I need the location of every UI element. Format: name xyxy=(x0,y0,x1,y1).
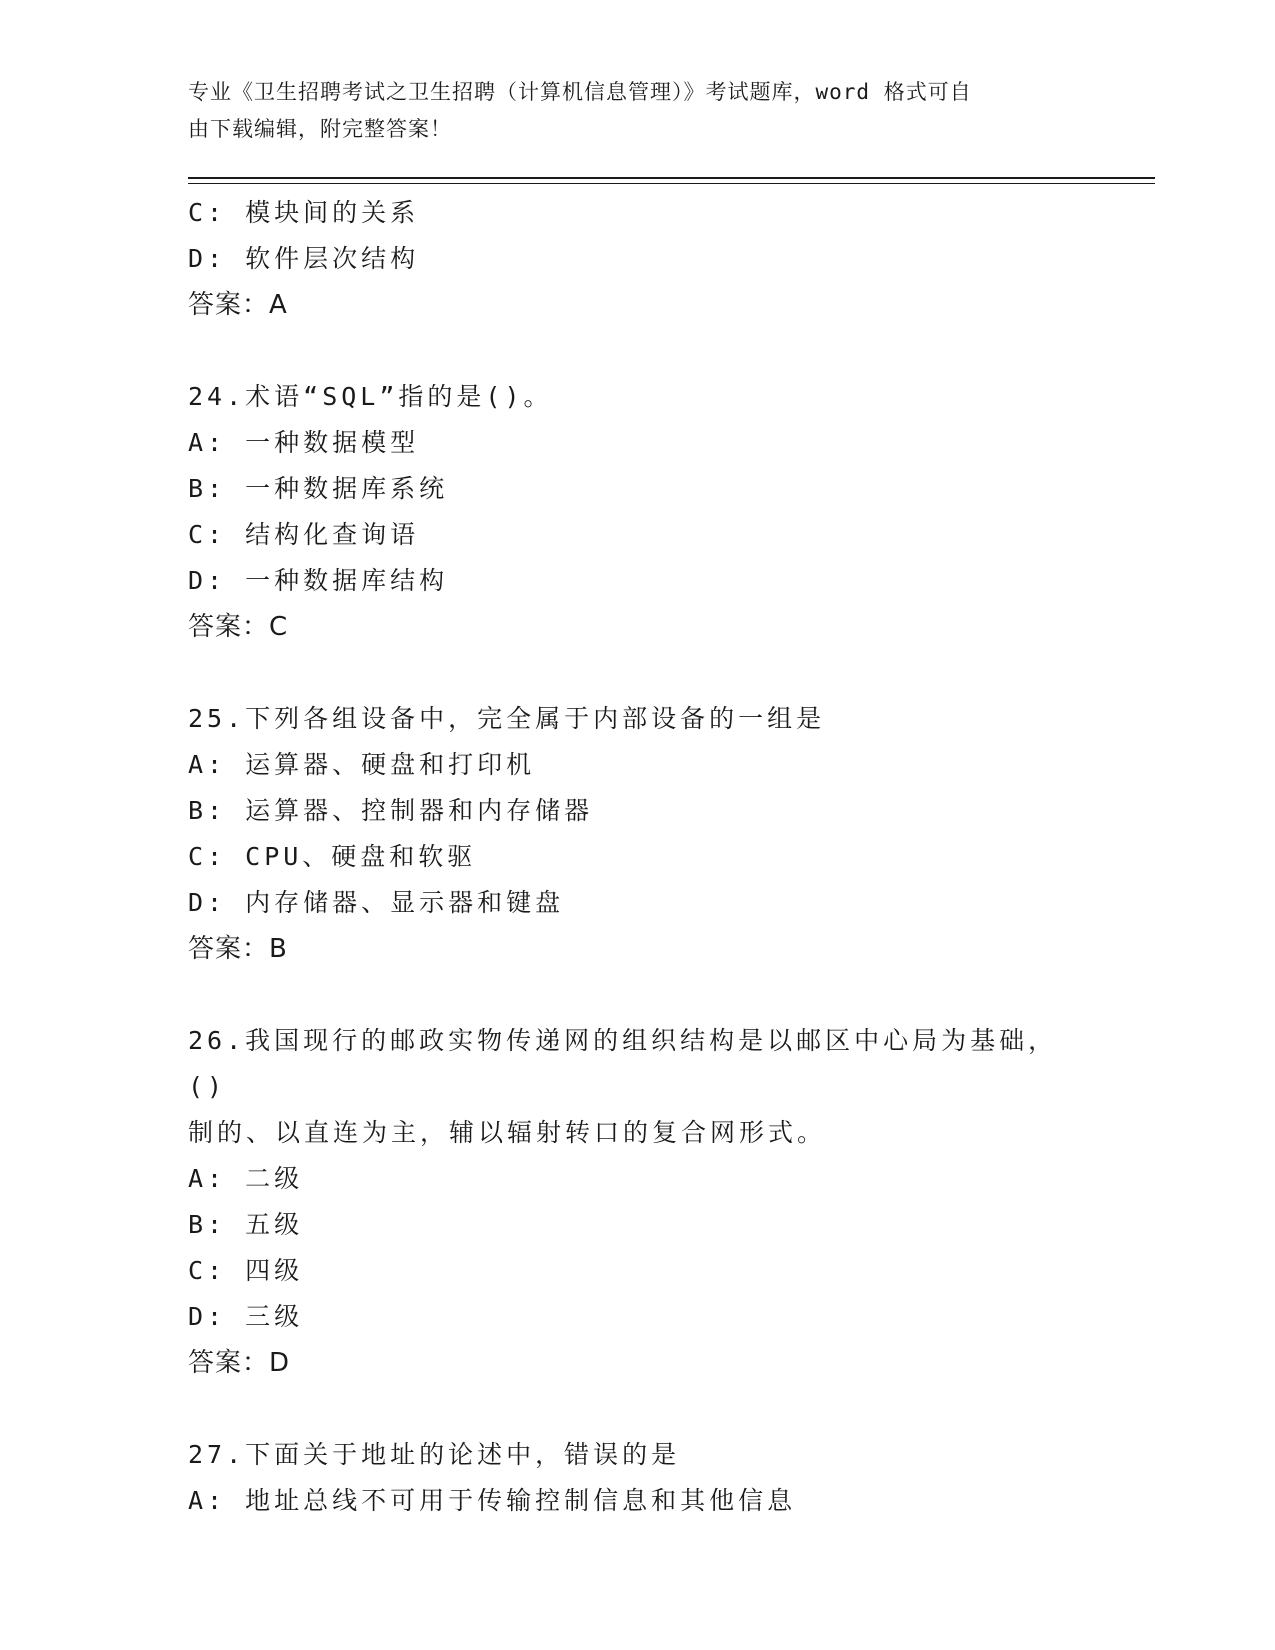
spacer xyxy=(188,972,1088,1018)
option-b: B: 五级 xyxy=(188,1210,304,1239)
spacer xyxy=(188,650,1088,696)
question-stem: 25.下列各组设备中，完全属于内部设备的一组是 xyxy=(188,704,826,733)
spacer xyxy=(188,1386,1088,1432)
answer-line: 答案：C xyxy=(188,612,289,642)
answer-line: 答案：D xyxy=(188,1348,291,1378)
option-b: B: 运算器、控制器和内存储器 xyxy=(188,796,594,825)
question-list xyxy=(188,190,1088,1524)
spacer xyxy=(188,328,1088,374)
answer-line: 答案：A xyxy=(188,290,288,320)
question-block-26 xyxy=(188,1018,1088,1386)
option-a: A: 一种数据模型 xyxy=(188,428,420,457)
option-c: C: 模块间的关系 xyxy=(188,198,420,227)
question-block-24 xyxy=(188,374,1088,650)
document-header xyxy=(188,74,1078,148)
option-c: C: 四级 xyxy=(188,1256,304,1285)
question-stem-line-2: 制的、以直连为主，辅以辐射转口的复合网形式。 xyxy=(188,1118,827,1147)
header-line-2: 由下载编辑，附完整答案！ xyxy=(188,117,452,141)
option-c: C: 结构化查询语 xyxy=(188,520,420,549)
option-a: A: 地址总线不可用于传输控制信息和其他信息 xyxy=(188,1486,797,1515)
question-block-25 xyxy=(188,696,1088,972)
option-a: A: 二级 xyxy=(188,1164,304,1193)
option-c: C: CPU、硬盘和软驱 xyxy=(188,842,477,871)
question-block-23 xyxy=(188,190,1088,328)
header-line-1: 专业《卫生招聘考试之卫生招聘（计算机信息管理）》考试题库，word 格式可自 xyxy=(188,80,972,104)
header-divider-thin xyxy=(188,183,1155,184)
question-stem: 27.下面关于地址的论述中，错误的是 xyxy=(188,1440,681,1469)
option-a: A: 运算器、硬盘和打印机 xyxy=(188,750,536,779)
answer-line: 答案：B xyxy=(188,934,288,964)
header-divider-thick xyxy=(188,177,1155,179)
question-block-27 xyxy=(188,1432,1088,1524)
option-d: D: 内存储器、显示器和键盘 xyxy=(188,888,565,917)
question-stem-line-1: 26.我国现行的邮政实物传递网的组织结构是以邮区中心局为基础，() xyxy=(188,1026,1058,1101)
option-b: B: 一种数据库系统 xyxy=(188,474,449,503)
option-d: D: 三级 xyxy=(188,1302,304,1331)
option-d: D: 一种数据库结构 xyxy=(188,566,449,595)
option-d: D: 软件层次结构 xyxy=(188,244,420,273)
question-stem: 24.术语“SQL”指的是()。 xyxy=(188,382,553,411)
